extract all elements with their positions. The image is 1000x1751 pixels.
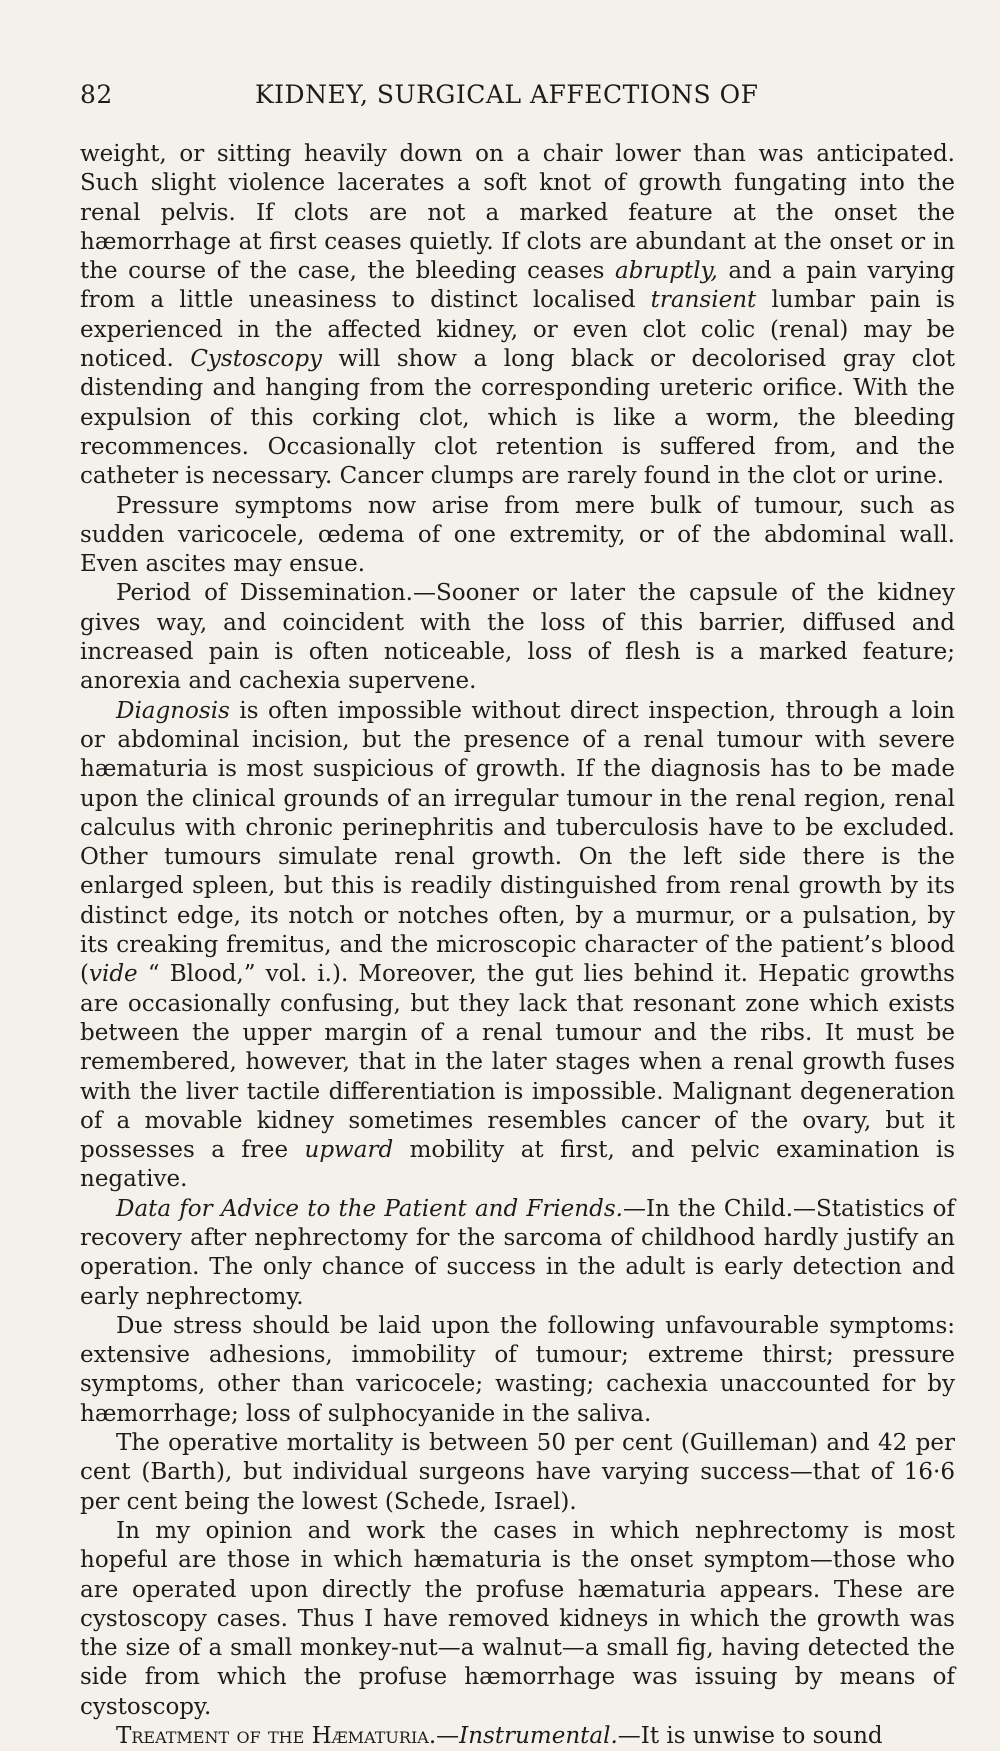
text-run: In my opinion and work the cases in which nephrectomy is most hopeful are those in which hæmaturia is the onset symptom—those who are operated upon directly the profuse hæmaturia appears. These are cystoscopy cases. Thus I have removed kidneys in which the growth was the size of a small monkey-nut—a walnut—a small fig, having detected the side from which the profuse hæmorrhage was issuing by means of cystoscopy. — [80, 1517, 955, 1720]
text-run: mobility at first, and pelvic examination is negative. — [80, 1137, 955, 1193]
paragraph — [80, 697, 955, 1195]
italic-text: Data for Advice to the Patient and Friends. — [116, 1195, 623, 1222]
text-run: Period of Dissemination.—Sooner or later the capsule of the kidney gives way, and coincident with the loss of this barrier, diffused and increased pain is often noticeable, loss of flesh is a marked feature; anorexia and cachexia supervene. — [80, 580, 955, 695]
section-heading: Treatment of the Hæmaturia. — [116, 1723, 437, 1750]
text-run: —In the Child.—Statistics of recovery after nephrectomy for the sarcoma of childhood hardly justify an operation. The only chance of success in the adult is early detection and early nephrectomy. — [80, 1195, 955, 1310]
text-run: lumbar pain is experienced in the affected kidney, or even clot colic (renal) may be noticed. — [80, 287, 956, 373]
italic-text: Diagnosis — [116, 697, 230, 724]
text-run: —It is unwise to sound — [617, 1723, 883, 1750]
text-run: and a pain varying from a little uneasiness to distinct localised — [80, 258, 955, 314]
text-run: “ Blood,” vol. i.). Moreover, the gut lies behind it. Hepatic growths are occasionally confusing, but they lack that resonant zone which exists between the upper margin of a renal tumour and the ribs. It must be remembered, however, that in the later stages when a renal growth fuses with the liver tactile differentiation is impossible. Malignant degeneration of a movable kidney sometimes resembles cancer of the ovary, but it possesses a free — [80, 961, 955, 1164]
paragraph — [80, 1195, 955, 1312]
text-run: will show a long black or decolorised gray clot distending and hanging from the corresponding ureteric orifice. With the expulsion of this corking clot, which is like a worm, the bleeding recommences. Occasionally clot retention is suffered from, and the catheter is necessary. Cancer clumps are rarely found in the clot or urine. — [80, 346, 955, 490]
italic-text: vide — [88, 961, 138, 988]
italic-text: Cystoscopy — [190, 346, 323, 373]
text-run: — — [436, 1723, 460, 1750]
paragraph — [80, 579, 955, 696]
paragraph — [80, 492, 955, 580]
italic-text: upward — [304, 1137, 394, 1164]
page-number: 82 — [80, 80, 113, 109]
paragraph — [80, 1517, 955, 1722]
running-title: KIDNEY, SURGICAL AFFECTIONS OF — [255, 80, 759, 109]
text-run: weight, or sitting heavily down on a chair lower than was anticipated. Such slight violence lacerates a soft knot of growth fungating into the renal pelvis. If clots are not a marked feature at the onset the hæmorrhage at first ceases quietly. If clots are abundant at the onset or in the course of the case, the bleeding ceases — [80, 141, 955, 285]
text-run: Pressure symptoms now arise from mere bulk of tumour, such as sudden varicocele, œdema of one extremity, or of the abdominal wall. Even ascites may ensue. — [80, 492, 955, 578]
italic-text: Instrumental. — [459, 1723, 618, 1750]
body-text — [80, 140, 955, 1751]
italic-text: abruptly, — [615, 258, 718, 285]
text-run: Due stress should be laid upon the following unfavourable symptoms: extensive adhesions, immobility of tumour; extreme thirst; pressure symptoms, other than varicocele; wasting; cachexia unaccounted for by hæmorrhage; loss of sulphocyanide in the saliva. — [80, 1312, 955, 1427]
paragraph — [80, 140, 955, 492]
page-header — [80, 80, 940, 116]
text-run: is often impossible without direct inspection, through a loin or abdominal incision, but the presence of a renal tumour with severe hæmaturia is most suspicious of growth. If the diagnosis has to be made upon the clinical grounds of an irregular tumour in the renal region, renal calculus with chronic perinephritis and tuberculosis have to be excluded. Other tumours simulate renal growth. On the left side there is the enlarged spleen, but this is readily distinguished from renal growth by its distinct edge, its notch or notches often, by a murmur, or a pulsation, by its creaking fremitus, and the microscopic character of the patient’s blood ( — [80, 697, 955, 988]
text-run: The operative mortality is between 50 per cent (Guilleman) and 42 per cent (Barth), but individual surgeons have varying success—that of 16·6 per cent being the lowest (Schede, Israel). — [80, 1430, 955, 1515]
paragraph — [80, 1722, 955, 1751]
paragraph — [80, 1429, 955, 1517]
italic-text: transient — [650, 287, 757, 314]
paragraph — [80, 1312, 955, 1429]
